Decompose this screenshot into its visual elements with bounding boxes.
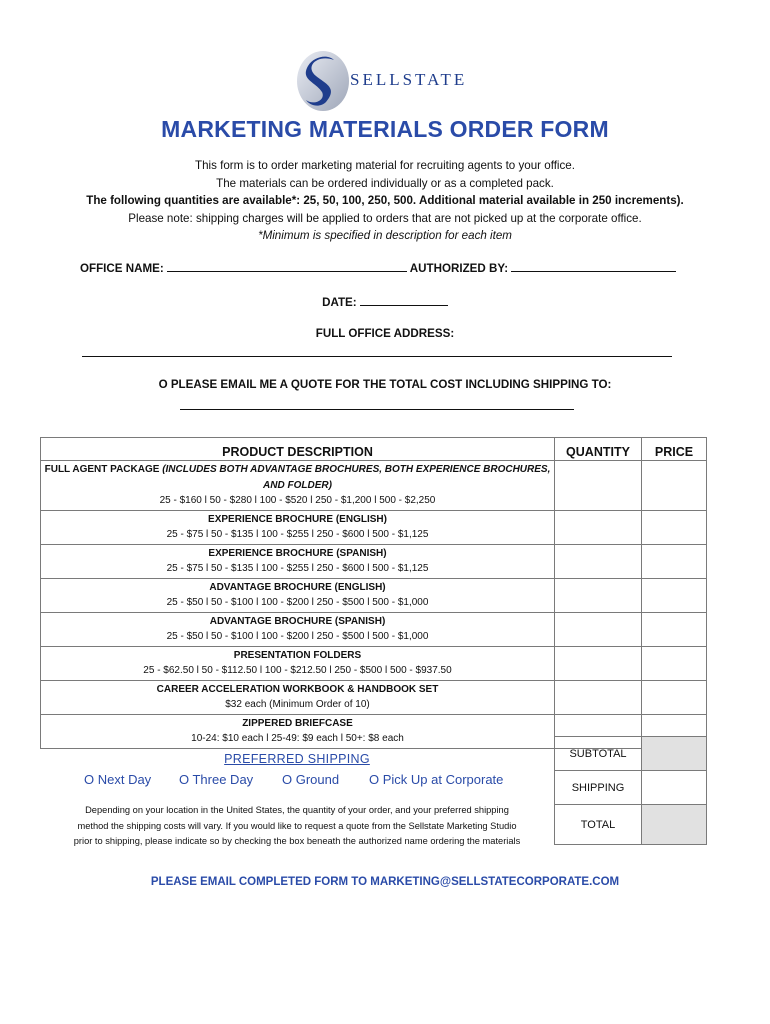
date-label: DATE: (322, 296, 357, 309)
quantity-cell[interactable] (555, 646, 642, 680)
authorized-by-label: AUTHORIZED BY: (409, 262, 509, 275)
product-price-tiers: 25 - $50 l 50 - $100 l 100 - $200 l 250 - $500 l 500 - $1,000 (166, 597, 429, 608)
product-price-tiers: $32 each (Minimum Order of 10) (225, 699, 370, 710)
product-price-tiers: 25 - $160 l 50 - $280 l 100 - $520 l 250 - $1,200 l 500 - $2,250 (159, 495, 436, 506)
product-name: PRESENTATION FOLDERS (233, 649, 362, 661)
product-price-tiers: 10-24: $10 each l 25-49: $9 each l 50+: $8 each (191, 733, 404, 744)
intro-line: The materials can be ordered individually or as a completed pack. (216, 176, 554, 190)
office-name-label: OFFICE NAME: (80, 262, 164, 275)
table-row (41, 578, 707, 612)
product-price-tiers: 25 - $75 l 50 - $135 l 100 - $255 l 250 - $600 l 500 - $1,125 (166, 563, 429, 574)
price-cell[interactable] (642, 461, 707, 511)
price-cell[interactable] (642, 510, 707, 544)
product-name: ZIPPERED BRIEFCASE (242, 717, 353, 729)
price-cell[interactable] (642, 612, 707, 646)
shipping-option-ground[interactable]: O Ground (282, 772, 340, 787)
quantity-cell[interactable] (555, 578, 642, 612)
subtotal-value[interactable] (642, 737, 707, 771)
quantity-cell[interactable] (555, 510, 642, 544)
full-office-address-field[interactable] (82, 344, 672, 357)
product-name: ADVANTAGE BROCHURE (ENGLISH) (209, 581, 386, 593)
product-name: EXPERIENCE BROCHURE (ENGLISH) (208, 513, 387, 525)
footer-email-instruction[interactable]: PLEASE EMAIL COMPLETED FORM TO MARKETING@SELLSTATECORPORATE.COM (150, 876, 620, 888)
total-label: TOTAL (555, 805, 642, 845)
table-row (41, 680, 707, 714)
price-cell[interactable] (642, 646, 707, 680)
office-info-row (80, 259, 676, 275)
intro-line: Please note: shipping charges will be applied to orders that are not picked up at the corporate office. (128, 211, 642, 225)
product-description-header: PRODUCT DESCRIPTION (41, 438, 555, 461)
product-name-italic: (INCLUDES BOTH ADVANTAGE BROCHURES, BOTH EXPERIENCE BROCHURES, AND FOLDER) (162, 464, 551, 491)
shipping-note-line: method the shipping costs will vary. If you would like to request a quote from the Sellstate Marketing Studio (77, 820, 517, 831)
product-description (41, 544, 555, 578)
address-label-row (0, 327, 770, 340)
product-description (41, 680, 555, 714)
full-office-address-label: FULL OFFICE ADDRESS: (315, 327, 455, 340)
product-description (41, 578, 555, 612)
product-name: ADVANTAGE BROCHURE (SPANISH) (209, 615, 386, 627)
sellstate-s-logo-icon (296, 48, 350, 114)
brand-name: SELLSTATE (350, 70, 468, 89)
summary-row (555, 805, 707, 845)
sellstate-logo (296, 48, 486, 114)
quantity-cell[interactable] (555, 680, 642, 714)
shipping-option-pick-up[interactable]: O Pick Up at Corporate (369, 772, 504, 787)
subtotal-label: SUBTOTAL (555, 737, 642, 771)
intro-text (0, 157, 770, 245)
total-value[interactable] (642, 805, 707, 845)
preferred-shipping-section (40, 737, 554, 845)
table-row (41, 510, 707, 544)
shipping-value[interactable] (642, 771, 707, 805)
page-title: MARKETING MATERIALS ORDER FORM (161, 116, 609, 142)
product-price-tiers: 25 - $62.50 l 50 - $112.50 l 100 - $212.50 l 250 - $500 l 500 - $937.50 (143, 665, 452, 676)
table-row (41, 646, 707, 680)
quantity-cell[interactable] (555, 461, 642, 511)
product-name: CAREER ACCELERATION WORKBOOK & HANDBOOK SET (156, 683, 439, 695)
price-cell[interactable] (642, 680, 707, 714)
quantity-cell[interactable] (555, 612, 642, 646)
quantity-cell[interactable] (555, 544, 642, 578)
price-header: PRICE (642, 438, 707, 461)
shipping-option-three-day[interactable]: O Three Day (179, 772, 254, 787)
authorized-by-field[interactable] (511, 259, 676, 272)
date-field[interactable] (360, 293, 448, 306)
office-name-field[interactable] (167, 259, 407, 272)
product-description (41, 510, 555, 544)
table-row (41, 612, 707, 646)
product-name: EXPERIENCE BROCHURE (SPANISH) (208, 547, 387, 559)
shipping-note-line: prior to shipping, please indicate so by checking the box beneath the authorized name ordering the materials (73, 836, 521, 846)
product-price-tiers: 25 - $50 l 50 - $100 l 100 - $200 l 250 - $500 l 500 - $1,000 (166, 631, 429, 642)
intro-minimum-note: *Minimum is specified in description for each item (258, 229, 512, 242)
date-row (0, 293, 770, 309)
product-price-tiers: 25 - $75 l 50 - $135 l 100 - $255 l 250 - $600 l 500 - $1,125 (166, 529, 429, 540)
email-quote-option[interactable]: O PLEASE EMAIL ME A QUOTE FOR THE TOTAL COST INCLUDING SHIPPING TO: (158, 378, 612, 391)
preferred-shipping-title: PREFERRED SHIPPING (224, 752, 370, 766)
table-row (41, 544, 707, 578)
quantity-header: QUANTITY (555, 438, 642, 461)
order-summary-table (554, 736, 707, 845)
product-name: FULL AGENT PACKAGE (44, 464, 163, 475)
intro-line: This form is to order marketing material for recruiting agents to your office. (195, 159, 575, 172)
product-description (41, 646, 555, 680)
product-description (41, 612, 555, 646)
price-cell[interactable] (642, 544, 707, 578)
product-table (40, 437, 707, 749)
summary-row (555, 771, 707, 805)
summary-row (555, 737, 707, 771)
shipping-label: SHIPPING (555, 771, 642, 805)
shipping-note-line: Depending on your location in the United States, the quantity of your order, and your preferred shipping (85, 805, 509, 815)
intro-quantities: The following quantities are available*: 25, 50, 100, 250, 500. Additional material available in 250 increments). (86, 194, 684, 207)
price-cell[interactable] (642, 578, 707, 612)
email-quote-field[interactable] (180, 397, 574, 410)
product-description (41, 461, 555, 511)
shipping-option-next-day[interactable]: O Next Day (84, 772, 152, 787)
shipping-note (40, 803, 554, 850)
table-row (41, 461, 707, 511)
table-header-row (41, 438, 707, 461)
email-quote-row (0, 378, 770, 391)
